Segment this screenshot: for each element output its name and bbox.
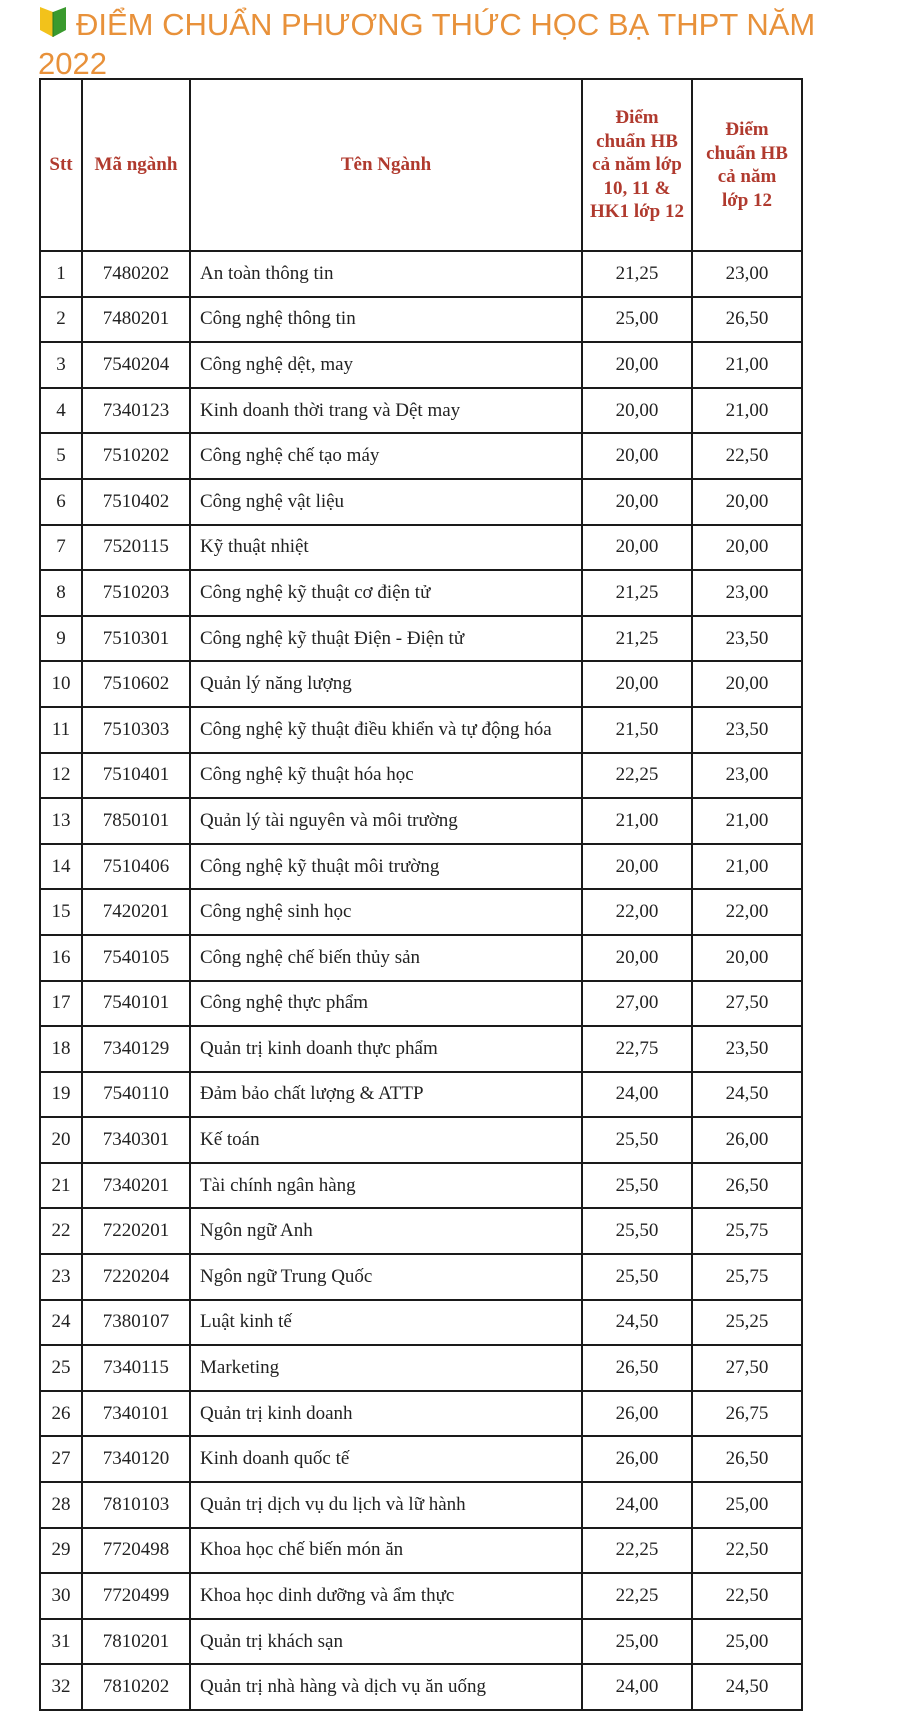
row-score-1: 20,00 — [582, 388, 692, 434]
row-name: Công nghệ kỹ thuật môi trường — [190, 844, 582, 890]
table-row — [40, 1117, 802, 1163]
table-row — [40, 616, 802, 662]
table-row — [40, 1345, 802, 1391]
row-stt: 17 — [40, 981, 82, 1027]
row-stt: 22 — [40, 1208, 82, 1254]
row-score-1: 22,00 — [582, 889, 692, 935]
row-code: 7380107 — [82, 1300, 190, 1346]
row-score-2: 23,00 — [692, 251, 802, 297]
row-stt: 23 — [40, 1254, 82, 1300]
row-code: 7420201 — [82, 889, 190, 935]
row-score-2: 22,50 — [692, 1528, 802, 1574]
row-stt: 29 — [40, 1528, 82, 1574]
row-stt: 20 — [40, 1117, 82, 1163]
row-code: 7340301 — [82, 1117, 190, 1163]
row-score-1: 26,50 — [582, 1345, 692, 1391]
table-row — [40, 889, 802, 935]
table-row — [40, 1163, 802, 1209]
row-stt: 13 — [40, 798, 82, 844]
row-code: 7480201 — [82, 297, 190, 343]
row-score-1: 20,00 — [582, 342, 692, 388]
row-name: Kinh doanh thời trang và Dệt may — [190, 388, 582, 434]
row-stt: 25 — [40, 1345, 82, 1391]
row-stt: 32 — [40, 1664, 82, 1710]
row-name: Kỹ thuật nhiệt — [190, 525, 582, 571]
row-name: Quản trị khách sạn — [190, 1619, 582, 1665]
row-stt: 14 — [40, 844, 82, 890]
row-stt: 27 — [40, 1436, 82, 1482]
row-score-2: 27,50 — [692, 1345, 802, 1391]
row-score-1: 20,00 — [582, 661, 692, 707]
row-code: 7510402 — [82, 479, 190, 525]
row-score-2: 23,50 — [692, 616, 802, 662]
row-score-2: 23,00 — [692, 570, 802, 616]
row-code: 7220201 — [82, 1208, 190, 1254]
row-stt: 2 — [40, 297, 82, 343]
row-code: 7220204 — [82, 1254, 190, 1300]
row-stt: 31 — [40, 1619, 82, 1665]
row-score-2: 23,50 — [692, 1026, 802, 1072]
header-score-2: Điểm chuẩn HB cả năm lớp 12 — [692, 79, 802, 251]
row-name: Công nghệ kỹ thuật điều khiển và tự động hóa — [190, 707, 582, 753]
row-code: 7540105 — [82, 935, 190, 981]
row-score-2: 21,00 — [692, 388, 802, 434]
row-score-1: 26,00 — [582, 1436, 692, 1482]
row-stt: 16 — [40, 935, 82, 981]
row-score-1: 25,00 — [582, 1619, 692, 1665]
row-score-1: 25,50 — [582, 1117, 692, 1163]
row-score-2: 22,50 — [692, 1573, 802, 1619]
row-code: 7510303 — [82, 707, 190, 753]
table-row — [40, 1026, 802, 1072]
table-row — [40, 433, 802, 479]
row-code: 7480202 — [82, 251, 190, 297]
row-stt: 8 — [40, 570, 82, 616]
table-header-row — [40, 79, 802, 251]
row-stt: 18 — [40, 1026, 82, 1072]
table-row — [40, 707, 802, 753]
row-stt: 3 — [40, 342, 82, 388]
row-code: 7340129 — [82, 1026, 190, 1072]
table-row — [40, 297, 802, 343]
row-score-1: 25,50 — [582, 1208, 692, 1254]
row-code: 7510203 — [82, 570, 190, 616]
row-code: 7510202 — [82, 433, 190, 479]
row-score-2: 20,00 — [692, 661, 802, 707]
table-row — [40, 1573, 802, 1619]
row-score-2: 24,50 — [692, 1072, 802, 1118]
row-score-2: 24,50 — [692, 1664, 802, 1710]
table-row — [40, 1619, 802, 1665]
table-row — [40, 1254, 802, 1300]
row-score-2: 20,00 — [692, 525, 802, 571]
score-table-container — [39, 78, 803, 1711]
row-stt: 28 — [40, 1482, 82, 1528]
row-name: Công nghệ kỹ thuật hóa học — [190, 753, 582, 799]
beginner-badge-icon — [38, 6, 68, 46]
table-row — [40, 479, 802, 525]
row-name: Tài chính ngân hàng — [190, 1163, 582, 1209]
row-score-1: 26,00 — [582, 1391, 692, 1437]
row-score-2: 25,00 — [692, 1482, 802, 1528]
row-score-1: 20,00 — [582, 479, 692, 525]
table-row — [40, 753, 802, 799]
row-stt: 11 — [40, 707, 82, 753]
row-score-2: 26,00 — [692, 1117, 802, 1163]
row-stt: 26 — [40, 1391, 82, 1437]
row-name: Công nghệ dệt, may — [190, 342, 582, 388]
row-score-2: 22,00 — [692, 889, 802, 935]
table-row — [40, 1528, 802, 1574]
row-name: Công nghệ kỹ thuật Điện - Điện tử — [190, 616, 582, 662]
row-score-1: 20,00 — [582, 525, 692, 571]
row-name: Công nghệ thực phẩm — [190, 981, 582, 1027]
row-stt: 21 — [40, 1163, 82, 1209]
row-code: 7340123 — [82, 388, 190, 434]
page-title-text: ĐIỂM CHUẨN PHƯƠNG THỨC HỌC BẠ THPT NĂM 2022 — [38, 7, 816, 81]
header-score-1: Điểm chuẩn HB cả năm lớp 10, 11 & HK1 lớp 12 — [582, 79, 692, 251]
row-stt: 19 — [40, 1072, 82, 1118]
row-name: Ngôn ngữ Anh — [190, 1208, 582, 1254]
row-stt: 4 — [40, 388, 82, 434]
row-stt: 24 — [40, 1300, 82, 1346]
row-code: 7510301 — [82, 616, 190, 662]
row-stt: 12 — [40, 753, 82, 799]
row-code: 7340115 — [82, 1345, 190, 1391]
row-score-1: 25,00 — [582, 297, 692, 343]
row-name: Khoa học dinh dưỡng và ẩm thực — [190, 1573, 582, 1619]
row-name: Quản lý năng lượng — [190, 661, 582, 707]
row-code: 7510602 — [82, 661, 190, 707]
row-name: Đảm bảo chất lượng & ATTP — [190, 1072, 582, 1118]
row-score-2: 26,50 — [692, 1163, 802, 1209]
row-score-1: 21,25 — [582, 616, 692, 662]
table-row — [40, 935, 802, 981]
row-stt: 10 — [40, 661, 82, 707]
row-score-2: 21,00 — [692, 798, 802, 844]
row-score-2: 25,75 — [692, 1208, 802, 1254]
row-score-1: 24,00 — [582, 1482, 692, 1528]
header-code: Mã ngành — [82, 79, 190, 251]
row-code: 7540204 — [82, 342, 190, 388]
table-row — [40, 661, 802, 707]
row-name: Quản trị kinh doanh thực phẩm — [190, 1026, 582, 1072]
row-stt: 5 — [40, 433, 82, 479]
row-stt: 9 — [40, 616, 82, 662]
row-stt: 15 — [40, 889, 82, 935]
table-row — [40, 1436, 802, 1482]
row-code: 7340101 — [82, 1391, 190, 1437]
row-code: 7720498 — [82, 1528, 190, 1574]
row-stt: 7 — [40, 525, 82, 571]
table-row — [40, 342, 802, 388]
header-stt: Stt — [40, 79, 82, 251]
row-score-1: 24,50 — [582, 1300, 692, 1346]
table-row — [40, 1664, 802, 1710]
row-code: 7520115 — [82, 525, 190, 571]
row-score-1: 22,25 — [582, 1528, 692, 1574]
row-score-1: 20,00 — [582, 433, 692, 479]
row-name: Quản trị dịch vụ du lịch và lữ hành — [190, 1482, 582, 1528]
row-score-1: 27,00 — [582, 981, 692, 1027]
row-score-1: 22,75 — [582, 1026, 692, 1072]
row-code: 7540101 — [82, 981, 190, 1027]
row-score-2: 25,00 — [692, 1619, 802, 1665]
row-code: 7810201 — [82, 1619, 190, 1665]
row-code: 7510401 — [82, 753, 190, 799]
row-name: Quản lý tài nguyên và môi trường — [190, 798, 582, 844]
row-code: 7340120 — [82, 1436, 190, 1482]
row-score-2: 23,50 — [692, 707, 802, 753]
row-score-2: 22,50 — [692, 433, 802, 479]
row-score-1: 20,00 — [582, 935, 692, 981]
row-stt: 1 — [40, 251, 82, 297]
row-score-2: 20,00 — [692, 935, 802, 981]
row-score-1: 25,50 — [582, 1163, 692, 1209]
table-row — [40, 570, 802, 616]
table-row — [40, 525, 802, 571]
row-score-2: 21,00 — [692, 342, 802, 388]
table-row — [40, 388, 802, 434]
row-name: Ngôn ngữ Trung Quốc — [190, 1254, 582, 1300]
row-name: Kế toán — [190, 1117, 582, 1163]
row-code: 7810202 — [82, 1664, 190, 1710]
row-score-2: 23,00 — [692, 753, 802, 799]
row-score-1: 21,25 — [582, 570, 692, 616]
row-score-1: 21,50 — [582, 707, 692, 753]
header-name: Tên Ngành — [190, 79, 582, 251]
row-name: Quản trị kinh doanh — [190, 1391, 582, 1437]
table-row — [40, 981, 802, 1027]
row-score-1: 22,25 — [582, 1573, 692, 1619]
row-name: Kinh doanh quốc tế — [190, 1436, 582, 1482]
row-score-1: 21,00 — [582, 798, 692, 844]
row-name: Công nghệ chế biến thủy sản — [190, 935, 582, 981]
page-title — [38, 6, 858, 82]
row-name: Công nghệ kỹ thuật cơ điện tử — [190, 570, 582, 616]
table-row — [40, 1300, 802, 1346]
row-code: 7850101 — [82, 798, 190, 844]
table-row — [40, 251, 802, 297]
row-name: Công nghệ chế tạo máy — [190, 433, 582, 479]
row-score-2: 25,75 — [692, 1254, 802, 1300]
row-stt: 6 — [40, 479, 82, 525]
row-score-2: 26,50 — [692, 297, 802, 343]
table-row — [40, 798, 802, 844]
table-row — [40, 844, 802, 890]
row-name: Marketing — [190, 1345, 582, 1391]
row-score-1: 24,00 — [582, 1664, 692, 1710]
table-row — [40, 1482, 802, 1528]
score-table — [39, 78, 803, 1711]
row-score-2: 26,75 — [692, 1391, 802, 1437]
row-score-2: 21,00 — [692, 844, 802, 890]
row-score-2: 20,00 — [692, 479, 802, 525]
row-score-2: 26,50 — [692, 1436, 802, 1482]
table-row — [40, 1391, 802, 1437]
row-name: Quản trị nhà hàng và dịch vụ ăn uống — [190, 1664, 582, 1710]
row-name: Công nghệ thông tin — [190, 297, 582, 343]
table-row — [40, 1072, 802, 1118]
table-row — [40, 1208, 802, 1254]
row-score-1: 20,00 — [582, 844, 692, 890]
row-name: Công nghệ vật liệu — [190, 479, 582, 525]
row-score-2: 27,50 — [692, 981, 802, 1027]
row-code: 7340201 — [82, 1163, 190, 1209]
row-code: 7540110 — [82, 1072, 190, 1118]
row-name: Khoa học chế biến món ăn — [190, 1528, 582, 1574]
row-score-2: 25,25 — [692, 1300, 802, 1346]
row-score-1: 22,25 — [582, 753, 692, 799]
row-code: 7720499 — [82, 1573, 190, 1619]
row-stt: 30 — [40, 1573, 82, 1619]
row-score-1: 25,50 — [582, 1254, 692, 1300]
row-code: 7510406 — [82, 844, 190, 890]
row-name: Công nghệ sinh học — [190, 889, 582, 935]
row-name: An toàn thông tin — [190, 251, 582, 297]
row-score-1: 21,25 — [582, 251, 692, 297]
row-score-1: 24,00 — [582, 1072, 692, 1118]
row-code: 7810103 — [82, 1482, 190, 1528]
row-name: Luật kinh tế — [190, 1300, 582, 1346]
